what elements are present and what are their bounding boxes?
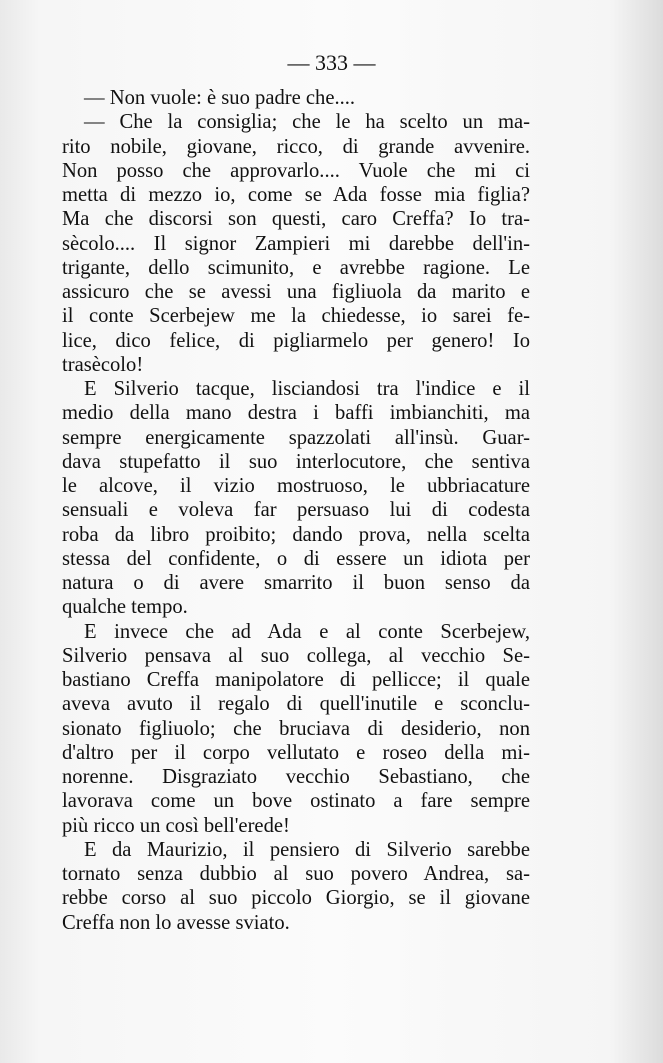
text-line: norenne. Disgraziato vecchio Sebastiano, che bbox=[62, 766, 530, 788]
body-text bbox=[62, 86, 530, 935]
text-line: Creffa non lo avesse sviato. bbox=[62, 911, 290, 934]
text-line: Ma che discorsi son questi, caro Creffa? Io tra- bbox=[62, 208, 530, 231]
text-line: Non posso che approvarlo.... Vuole che mi ci bbox=[62, 159, 530, 182]
text-line: — Che la consiglia; che le ha scelto un ma- bbox=[84, 111, 530, 134]
page-number: — 333 — bbox=[287, 50, 376, 75]
text-line: dava stupefatto il suo interlocutore, che sentiva bbox=[62, 450, 530, 473]
text-line: E da Maurizio, il pensiero di Silverio sarebbe bbox=[84, 838, 530, 861]
text-line: E Silverio tacque, lisciandosi tra l'indice e il bbox=[84, 378, 530, 400]
text-line: lavorava come un bove ostinato a fare sempre bbox=[62, 790, 530, 813]
text-line: roba da libro proibito; dando prova, nella scelta bbox=[62, 523, 530, 546]
text-line: lice, dico felice, di pigliarmelo per genero! Io bbox=[62, 329, 530, 352]
text-line: aveva avuto il regalo di quell'inutile e sconclu- bbox=[62, 693, 530, 716]
text-line: rebbe corso al suo piccolo Giorgio, se il giovane bbox=[62, 887, 530, 910]
text-line: trasècolo! bbox=[62, 353, 144, 376]
text-line: più ricco un così bell'erede! bbox=[62, 814, 290, 837]
text-line: le alcove, il vizio mostruoso, le ubbriacature bbox=[62, 475, 530, 497]
text-line: assicuro che se avessi una figliuola da marito e bbox=[62, 281, 530, 303]
text-line: sempre energicamente spazzolati all'insù. Guar- bbox=[62, 426, 530, 449]
text-line: qualche tempo. bbox=[62, 596, 188, 619]
text-line: natura o di avere smarrito il buon senso da bbox=[62, 572, 530, 594]
text-line: — Non vuole: è suo padre che.... bbox=[84, 87, 356, 109]
text-line: sensuali e voleva far persuaso lui di codesta bbox=[62, 499, 530, 522]
text-line: Silverio pensava al suo collega, al vecchio Se- bbox=[62, 644, 530, 667]
text-line: il conte Scerbejew me la chiedesse, io sarei fe- bbox=[62, 305, 530, 328]
text-line: trigante, dello scimunito, e avrebbe ragione. Le bbox=[62, 256, 530, 279]
text-line: sionato figliuolo; che bruciava di desiderio, non bbox=[62, 717, 530, 740]
text-line: rito nobile, giovane, ricco, di grande avvenire. bbox=[62, 135, 530, 158]
text-line: tornato senza dubbio al suo povero Andrea, sa- bbox=[62, 863, 530, 885]
text-line: bastiano Creffa manipolatore di pellicce; il quale bbox=[62, 669, 530, 691]
text-line: medio della mano destra i baffi imbianchiti, ma bbox=[62, 402, 530, 425]
text-line: metta di mezzo io, come se Ada fosse mia figlia? bbox=[62, 184, 530, 206]
text-line: E invece che ad Ada e al conte Scerbejew, bbox=[84, 620, 530, 643]
text-line: sècolo.... Il signor Zampieri mi darebbe dell'in- bbox=[62, 232, 530, 255]
text-line: stessa del confidente, o di essere un idiota per bbox=[62, 547, 530, 570]
text-line: d'altro per il corpo vellutato e roseo della mi- bbox=[62, 741, 530, 764]
